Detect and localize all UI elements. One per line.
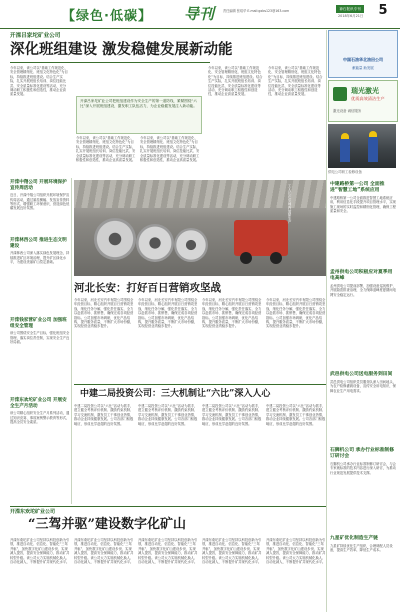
bottom-column: 开滦东欢坨矿业公司坚持以科技创新为引领，推进自动化、信息化、智能化“三驾并驱”，加快数字化矿山建设步伐，实现减人提效，提高安全保障能力，推动矿井转型升级。该公司大力实施机械化换人、自动化减人，不断提升矿井现代化水平。: [74, 538, 134, 565]
right-story-title: 石狮机公司 承办行业标准制修订研讨会: [330, 448, 395, 459]
laser-brand: 瑞光激光: [351, 87, 379, 95]
laser-logo-icon: [333, 87, 347, 101]
laser-sub: 激光设备 诚信服务: [333, 109, 362, 113]
feature-divider: [74, 384, 326, 385]
brief-title: 开滦林西公司 推进生态文明建设: [10, 238, 67, 249]
right-story-body: 石狮机公司承办行业标准制修订研讨会，与会专家就标准的技术内容进行深入研讨，为推动行业规范发展提供技术支撑。: [330, 462, 396, 475]
right-story: [330, 270, 396, 358]
right-photo-caption: 供电公司职工检修设备: [328, 170, 362, 174]
second-column: 中建二局投资公司以“六比”活动为抓手，建立健全考核评价机制、激励约束机制、学习交流机制，激发员工干事创业热情，推动企业持续健康发展。公司各部门积极响应，形成比学赶超的良好氛围。: [202, 404, 262, 426]
bottom-column: 开滦东欢坨矿业公司坚持以科技创新为引领，推进自动化、信息化、智能化“三驾并驱”，加快数字化矿山建设步伐，实现减人提效，提高安全保障能力，推动矿井转型升级。该公司大力实施机械化换人、自动化减人，不断提升矿井现代化水平。: [138, 538, 198, 565]
brief-title: 开滦钱家营矿业公司 加强班组安全管理: [10, 318, 67, 329]
lead-divider: [10, 62, 210, 63]
brief-body: 该公司围绕安全生产目标，强化班组安全管理，落实岗位责任制，实现安全生产良好局面。: [10, 331, 70, 344]
right-story-body: 孟州供电公司提前部署，加强设备巡视维护，开展隐患排查治理，全力保障迎峰度夏期间电网安全稳定运行。: [330, 284, 396, 297]
bottom-divider: [10, 506, 326, 507]
top-ad-sub: 献能量 助发展: [352, 66, 374, 70]
steel-coil: [94, 218, 136, 260]
right-story: [330, 448, 396, 518]
truck-wheel-icon: [240, 252, 252, 264]
page-number: 5: [378, 3, 388, 18]
worker-figure: [368, 136, 378, 162]
feature-column: 今年以来，河北长安汽车有限公司围绕全年经营目标，精心组织开展百日营销攻坚战，细化任务分解，强化责任落实，全力以赴抓市场、抓销售，确保完成各项经营指标。公司加强市场调研，优化产品结构，提升服务质量，不断扩大市场份额，实现经营业绩稳步提升。: [74, 298, 134, 329]
masthead-brush-title: 导刊: [184, 5, 215, 23]
second-column: 中建二局投资公司以“六比”活动为抓手，建立健全考核评价机制、激励约束机制、学习交流机制，激发员工干事创业热情，推动企业持续健康发展。公司各部门积极响应，形成比学赶超的良好氛围。: [138, 404, 198, 426]
column-separator: [326, 30, 327, 612]
sidebar-brief: [10, 180, 70, 243]
date-line: 2018年6月21日: [338, 14, 364, 18]
right-story-title: 武邑供电公司送电服务到田间: [330, 372, 393, 377]
brief-title: 开滦中翔公司 开展环境保护宣传周活动: [10, 180, 67, 191]
lead-column-2: 今年以来，该公司以“基础工作规范化、安全管理精细化、班组文化特色化”为目标，持续推进班组建设。结合生产实际，扎实开展班组长培训、岗位技能比武、安全质量标准化建设等活动，充分调动职工积极性和创造性，推动企业高质量发展。: [76, 136, 136, 163]
steel-coil: [174, 228, 208, 262]
helmet-icon: [341, 133, 349, 139]
bottom-column: 开滦东欢坨矿业公司坚持以科技创新为引领，推进自动化、信息化、智能化“三驾并驱”，加快数字化矿山建设步伐，实现减人提效，提高安全保障能力，推动矿井转型升级。该公司大力实施机械化换人、自动化减人，不断提升矿井现代化水平。: [266, 538, 326, 565]
right-story-body: 武邑供电公司组织党员服务队深入田间地头，为农户检修灌溉设备，宣传安全用电知识，保障农业生产用电需求。: [330, 380, 396, 393]
lead-column-3: 今年以来，该公司以“基础工作规范化、安全管理精细化、班组文化特色化”为目标，持续推进班组建设。结合生产实际，扎实开展班组长培训、岗位技能比武、安全质量标准化建设等活动，充分调动职工积极性和创造性，推动企业高质量发展。: [140, 136, 200, 163]
bottom-headline: “三驾并驱”建设数字化矿山: [28, 517, 186, 532]
lead-column-4: 今年以来，该公司以“基础工作规范化、安全管理精细化、班组文化特色化”为目标，持续推进班组建设。结合生产实际，扎实开展班组长培训、岗位技能比武、安全质量标准化建设等活动，充分调动职工积极性和创造性，推动企业高质量发展。: [208, 66, 263, 97]
right-story-title: 孟州供电公司积极应对夏季用电高峰: [330, 270, 393, 281]
section-tab-label: 神石报讯专刊: [339, 7, 361, 11]
feature-column: 今年以来，河北长安汽车有限公司围绕全年经营目标，精心组织开展百日营销攻坚战，细化任务分解，强化责任落实，全力以赴抓市场、抓销售，确保完成各项经营指标。公司加强市场调研，优化产品结构，提升服务质量，不断扩大市场份额，实现经营业绩稳步提升。: [266, 298, 326, 329]
lead-column-5: 今年以来，该公司以“基础工作规范化、安全管理精细化、班组文化特色化”为目标，持续推进班组建设。结合生产实际，扎实开展班组长培训、岗位技能比武、安全质量标准化建设等活动，充分调动职工积极性和创造性，推动企业高质量发展。: [268, 66, 323, 97]
second-column: 中建二局投资公司以“六比”活动为抓手，建立健全考核评价机制、激励约束机制、学习交流机制，激发员工干事创业热情，推动企业持续健康发展。公司各部门积极响应，形成比学赶超的良好氛围。: [266, 404, 326, 426]
bottom-column: 开滦东欢坨矿业公司坚持以科技创新为引领，推进自动化、信息化、智能化“三驾并驱”，加快数字化矿山建设步伐，实现减人提效，提高安全保障能力，推动矿井转型升级。该公司大力实施机械化换人、自动化减人，不断提升矿井现代化水平。: [202, 538, 262, 565]
helmet-icon: [369, 131, 377, 137]
brief-body: 该公司精心组织安全生产月系列活动，通过知识竞赛、事故案例警示教育等形式，提高全员安全素质。: [10, 411, 70, 424]
column-separator: [71, 178, 72, 504]
right-story-body: 九星矿持续优化生产组织，合理调配人员设备，提高生产效率，降低生产成本。: [330, 544, 393, 553]
top-ad-title: 中国石油华北油田公司: [343, 57, 383, 62]
lead-column-1: 今年以来，该公司以“基础工作规范化、安全管理精细化、班组文化特色化”为目标，持续推进班组建设。结合生产实际，扎实开展班组长培训、岗位技能比武、安全质量标准化建设等活动，充分调动职工积极性和创造性，推动企业高质量发展。: [10, 66, 68, 97]
lead-intro-box: [76, 96, 202, 134]
section-tab: [336, 5, 364, 13]
photo-caption: 工人们在车间内加紧生产: [288, 184, 292, 224]
right-photo: [328, 124, 396, 168]
right-story: [330, 182, 396, 256]
feature-column: 今年以来，河北长安汽车有限公司围绕全年经营目标，精心组织开展百日营销攻坚战，细化任务分解，强化责任落实，全力以赴抓市场、抓销售，确保完成各项经营指标。公司加强市场调研，优化产品结构，提升服务质量，不断扩大市场份额，实现经营业绩稳步提升。: [138, 298, 198, 329]
steel-coil: [136, 224, 174, 262]
feature-headline: 河北长安：打好百日营销攻坚战: [74, 282, 221, 294]
lead-kicker: 开滦吕家坨矿业公司: [10, 33, 61, 39]
masthead-title: 【绿色·低碳】: [62, 9, 152, 24]
lead-intro: 开滦吕家坨矿业公司把班组建设作为安全生产的第一道防线，紧紧围绕“六比”深入开展班组建设，激发职工队伍活力，为企业稳健发展注入新动能。: [80, 99, 197, 108]
masthead: [0, 0, 400, 29]
sidebar-brief: [10, 398, 70, 481]
top-ad: [328, 30, 398, 78]
brief-body: 近日，开滦中翔公司组织开展环境保护宣传周活动，通过悬挂横幅、发放宣传资料等形式，增强职工环保意识，营造绿色低碳发展良好氛围。: [10, 193, 70, 211]
right-story: [330, 372, 396, 430]
right-story-title: 中建路桥第一公司 全面推进“智慧工地”系统应用: [330, 182, 385, 193]
right-story-title: 九星矿优化制造生产链: [330, 536, 378, 541]
bottom-kicker: 开滦东欢坨矿业公司: [10, 509, 56, 515]
worker-figure: [340, 138, 350, 162]
second-headline: 中建二局投资公司：三大机制让“六比”深入人心: [80, 389, 271, 399]
bottom-column: 开滦东欢坨矿业公司坚持以科技创新为引领，推进自动化、信息化、智能化“三驾并驱”，加快数字化矿山建设步伐，实现减人提效，提高安全保障能力，推动矿井转型升级。该公司大力实施机械化换人、自动化减人，不断提升矿井现代化水平。: [10, 538, 70, 565]
brief-body: 开滦林西公司深入落实绿色发展理念，持续推进矿区环境治理，提升矿区绿化水平，为建设美丽矿山奠定基础。: [10, 251, 70, 264]
right-story: [330, 536, 396, 604]
lead-headline: 深化班组建设 激发稳健发展新动能: [10, 41, 233, 58]
laser-slogan: 优质高效清洁生产: [351, 96, 385, 101]
second-column: 中建二局投资公司以“六比”活动为抓手，建立健全考核评价机制、激励约束机制、学习交流机制，激发员工干事创业热情，推动企业持续健康发展。公司各部门积极响应，形成比学赶超的良好氛围。: [74, 404, 134, 426]
right-story-body: 中建路桥第一公司全面推进智慧工地系统应用，利用信息化手段提升项目管理水平，实现施工现场的实时监控和精细化管理，确保工程质量和安全。: [330, 196, 396, 214]
edition-line: 责任编辑 张绍华 E-mail:gxbs123@163.com: [223, 9, 290, 13]
sidebar-brief: [10, 318, 70, 399]
feature-column: 今年以来，河北长安汽车有限公司围绕全年经营目标，精心组织开展百日营销攻坚战，细化任务分解，强化责任落实，全力以赴抓市场、抓销售，确保完成各项经营指标。公司加强市场调研，优化产品结构，提升服务质量，不断扩大市场份额，实现经营业绩稳步提升。: [202, 298, 262, 329]
laser-ad: [328, 80, 398, 122]
brief-title: 开滦东欢坨矿业公司 开展安全生产月活动: [10, 398, 67, 409]
sidebar-brief: [10, 238, 70, 319]
